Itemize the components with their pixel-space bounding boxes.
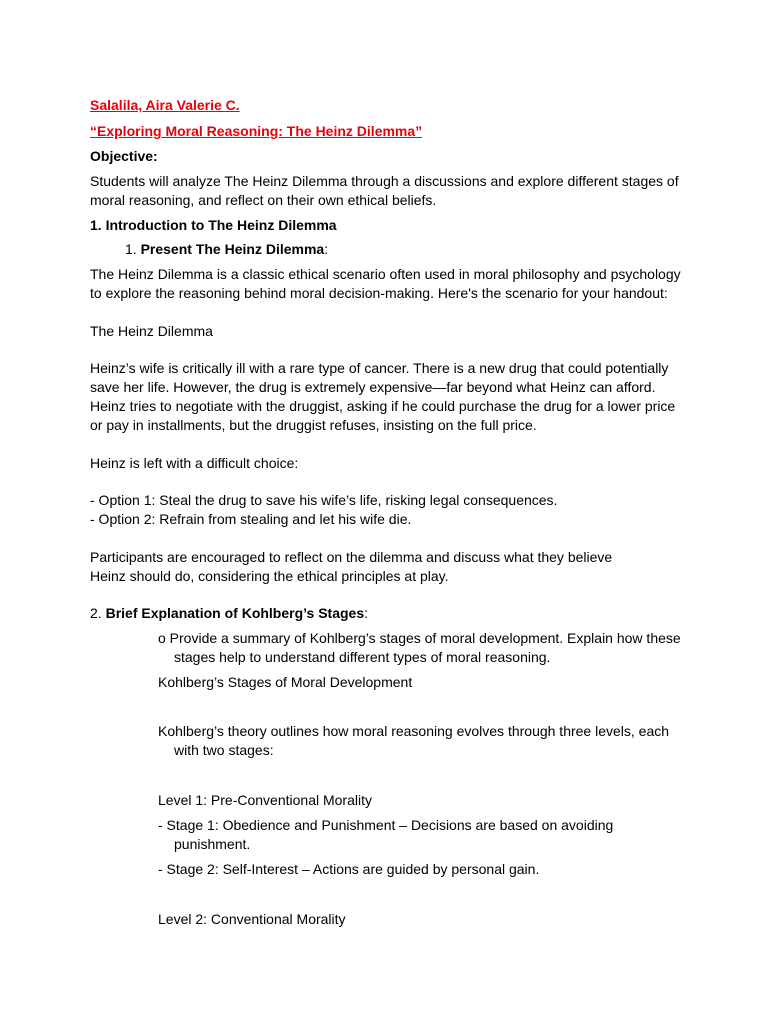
sub-title: Present The Heinz Dilemma [140, 241, 325, 257]
intro-text-line: to explore the reasoning behind moral decision-making. Here's the scenario for your handout: [90, 285, 668, 301]
story-text-line: Heinz’s wife is critically ill with a rare type of cancer. There is a new drug that could potentially [90, 360, 669, 376]
bullet-text-line: stages help to understand different types of moral reasoning. [174, 649, 551, 665]
section1-heading: 1. Introduction to The Heinz Dilemma [90, 217, 337, 233]
choice-intro: Heinz is left with a difficult choice: [90, 455, 299, 471]
sub-number: 1. [125, 241, 137, 257]
stage-item: - Stage 2: Self-Interest – Actions are guided by personal gain. [158, 861, 540, 877]
objective-heading: Objective: [90, 148, 158, 164]
stage-item: - Stage 1: Obedience and Punishment – Decisions are based on avoiding [158, 817, 614, 833]
objective-text-line: Students will analyze The Heinz Dilemma through a discussions and explore different stages of [90, 173, 679, 189]
level-heading: Level 2: Conventional Morality [158, 911, 346, 927]
story-text-line: or pay in installments, but the druggist refuses, insisting on the full price. [90, 417, 537, 433]
story-text-line: Heinz tries to negotiate with the druggist, asking if he could purchase the drug for a lower price [90, 398, 676, 414]
theory-text-line: with two stages: [174, 742, 274, 758]
reflect-text-line: Heinz should do, considering the ethical principles at play. [90, 568, 449, 584]
author-name: Salalila, Aira Valerie C. [90, 97, 240, 113]
level-heading: Level 1: Pre-Conventional Morality [158, 792, 372, 808]
story-text-line: save her life. However, the drug is extremely expensive—far beyond what Heinz can afford. [90, 379, 656, 395]
document-title: “Exploring Moral Reasoning: The Heinz Dilemma” [90, 123, 423, 139]
stage-item-continuation: punishment. [174, 836, 251, 852]
theory-text-line: Kohlberg’s theory outlines how moral reasoning evolves through three levels, each [158, 723, 670, 739]
section2-number: 2. [90, 605, 102, 621]
section2-heading [90, 604, 368, 623]
section2-colon: : [364, 605, 368, 621]
intro-text-line: The Heinz Dilemma is a classic ethical scenario often used in moral philosophy and psychology [90, 266, 681, 282]
objective-text-line: moral reasoning, and reflect on their own ethical beliefs. [90, 192, 437, 208]
section1-subheading [125, 240, 328, 259]
sub-colon: : [324, 241, 329, 257]
section2-title: Brief Explanation of Kohlberg’s Stages [105, 605, 365, 621]
bullet-text-line: o Provide a summary of Kohlberg’s stages of moral development. Explain how these [158, 630, 681, 646]
option-item: - Option 2: Refrain from stealing and let his wife die. [90, 511, 412, 527]
stages-title: Kohlberg’s Stages of Moral Development [158, 674, 413, 690]
dilemma-title: The Heinz Dilemma [90, 323, 213, 339]
reflect-text-line: Participants are encouraged to reflect on the dilemma and discuss what they believe [90, 549, 613, 565]
option-item: - Option 1: Steal the drug to save his wife’s life, risking legal consequences. [90, 492, 558, 508]
